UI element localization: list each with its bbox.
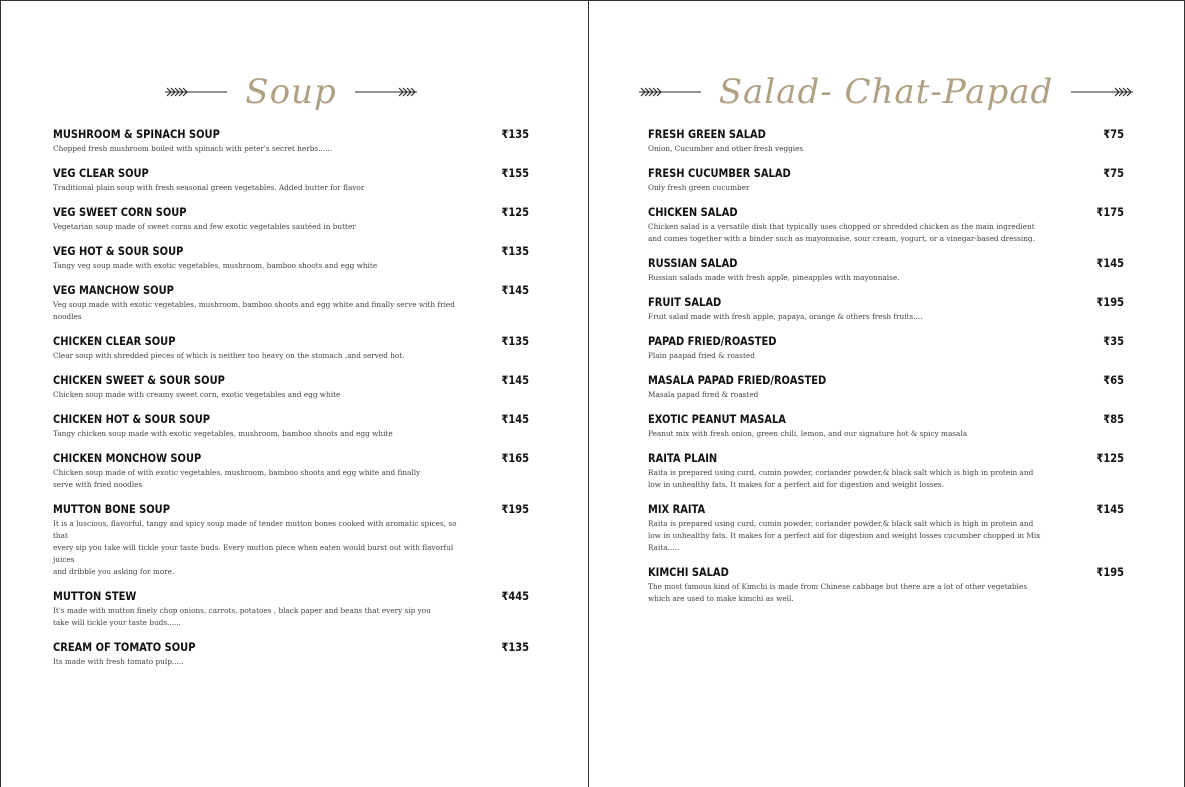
item-name: VEG CLEAR SOUP xyxy=(53,166,149,180)
item-name: CHICKEN CLEAR SOUP xyxy=(53,334,176,348)
item-price: ₹145 xyxy=(1096,256,1124,270)
salad-item-list xyxy=(648,127,1124,616)
item-price: ₹195 xyxy=(501,502,529,516)
item-name: MUTTON STEW xyxy=(53,589,137,603)
menu-item xyxy=(53,412,529,440)
menu-item xyxy=(53,589,529,629)
menu-item xyxy=(648,295,1124,323)
item-name: VEG SWEET CORN SOUP xyxy=(53,205,187,219)
menu-item xyxy=(648,565,1124,605)
item-description: Veg soup made with exotic vegetables, mushroom, bamboo shoots and egg white and finally serve with fried noodles xyxy=(53,300,455,321)
item-name: KIMCHI SALAD xyxy=(648,565,729,579)
item-name: CHICKEN SALAD xyxy=(648,205,738,219)
item-description: Clear soup with shredded pieces of which is neither too heavy on the stomach ,and served hot. xyxy=(53,351,405,360)
item-name: CREAM OF TOMATO SOUP xyxy=(53,640,196,654)
item-name: VEG HOT & SOUR SOUP xyxy=(53,244,184,258)
item-name: RAITA PLAIN xyxy=(648,451,718,465)
item-name: CHICKEN SWEET & SOUR SOUP xyxy=(53,373,225,387)
item-price: ₹65 xyxy=(1103,373,1124,387)
item-description: Chopped fresh mushroom boiled with spinach with peter's secret herbs...... xyxy=(53,144,333,153)
item-price: ₹195 xyxy=(1096,295,1124,309)
menu-item xyxy=(53,451,529,491)
item-description: Chicken soup made with creamy sweet corn, exotic vegetables and egg white xyxy=(53,390,341,399)
item-price: ₹135 xyxy=(501,334,529,348)
item-price: ₹135 xyxy=(501,244,529,258)
item-price: ₹125 xyxy=(501,205,529,219)
item-description: Tangy veg soup made with exotic vegetables, mushroom, bamboo shoots and egg white xyxy=(53,261,378,270)
salad-title: Salad- Chat-Papad xyxy=(718,72,1054,112)
item-price: ₹145 xyxy=(1096,502,1124,516)
item-name: PAPAD FRIED/ROASTED xyxy=(648,334,777,348)
item-name: MASALA PAPAD FRIED/ROASTED xyxy=(648,373,827,387)
item-description: Raita is prepared using curd, cumin powder, coriander powder,& black salt which is high in protein and low in unhealthy fats. It makes for a perfect aid for digestion and weight losses cucumber chopped in Mix Raita..... xyxy=(648,519,1041,552)
item-price: ₹135 xyxy=(501,640,529,654)
menu-item xyxy=(648,205,1124,245)
item-name: CHICKEN MONCHOW SOUP xyxy=(53,451,202,465)
item-name: CHICKEN HOT & SOUR SOUP xyxy=(53,412,210,426)
item-name: MUTTON BONE SOUP xyxy=(53,502,170,516)
item-price: ₹135 xyxy=(501,127,529,141)
item-price: ₹35 xyxy=(1103,334,1124,348)
item-description: Peanut mix with fresh onion, green chili, lemon, and our signature hot & spicy masala xyxy=(648,429,968,438)
item-name: VEG MANCHOW SOUP xyxy=(53,283,174,297)
menu-item xyxy=(53,127,529,155)
item-name: FRUIT SALAD xyxy=(648,295,722,309)
item-description: Fruit salad made with fresh apple, papaya, orange & others fresh fruits.... xyxy=(648,312,923,321)
item-name: RUSSIAN SALAD xyxy=(648,256,738,270)
item-price: ₹175 xyxy=(1096,205,1124,219)
soup-item-list xyxy=(53,127,529,679)
item-price: ₹85 xyxy=(1103,412,1124,426)
item-description: The most famous kind of Kimchi is made from Chinese cabbage but there are a lot of other vegetables which are used to make kimchi as well. xyxy=(648,582,1028,603)
item-price: ₹145 xyxy=(501,283,529,297)
item-price: ₹145 xyxy=(501,412,529,426)
item-description: It is a luscious, flavorful, tangy and spicy soup made of tender mutton bones cooked with aromatic spices, so that every sip you take will tickle your taste buds. Every mutton piece when eaten would burst out with flavorful juices and dribble you asking for more. xyxy=(53,519,457,576)
wheat-left-icon xyxy=(639,86,701,98)
page-divider xyxy=(588,0,589,787)
menu-item xyxy=(648,256,1124,284)
salad-heading xyxy=(648,64,1124,120)
salad-page xyxy=(648,0,1124,787)
soup-title: Soup xyxy=(245,72,337,112)
menu-item xyxy=(648,166,1124,194)
item-description: Masala papad fired & roasted xyxy=(648,390,759,399)
menu-item xyxy=(648,334,1124,362)
item-description: Russian salads made with fresh apple, pineapples with mayonnaise. xyxy=(648,273,900,282)
item-description: Its made with fresh tomato pulp..... xyxy=(53,657,184,666)
menu-item xyxy=(648,451,1124,491)
wheat-right-icon xyxy=(355,86,417,98)
item-name: FRESH GREEN SALAD xyxy=(648,127,766,141)
menu-item xyxy=(53,373,529,401)
item-description: Plain paapad fried & roasted xyxy=(648,351,755,360)
soup-page xyxy=(53,0,529,787)
menu-item xyxy=(648,502,1124,554)
menu-item xyxy=(648,127,1124,155)
item-price: ₹145 xyxy=(501,373,529,387)
item-description: It's made with mutton finely chop onions, carrots, potatoes , black paper and beans that every sip you take will tickle your taste buds...... xyxy=(53,606,431,627)
item-price: ₹445 xyxy=(501,589,529,603)
menu-item xyxy=(53,244,529,272)
menu-item xyxy=(53,334,529,362)
menu-item xyxy=(648,412,1124,440)
item-description: Tangy chicken soup made with exotic vegetables, mushroom, bamboo shoots and egg white xyxy=(53,429,393,438)
item-description: Chicken salad is a versatile dish that typically uses chopped or shredded chicken as the main ingredient and comes together with a binder such as mayonnaise, sour cream, yogurt, or a vinegar-based dressing. xyxy=(648,222,1035,243)
item-price: ₹195 xyxy=(1096,565,1124,579)
item-name: MIX RAITA xyxy=(648,502,706,516)
menu-item xyxy=(53,502,529,578)
item-description: Traditional plain soup with fresh seasonal green vegetables. Added butter for flavor xyxy=(53,183,365,192)
item-price: ₹165 xyxy=(501,451,529,465)
item-name: EXOTIC PEANUT MASALA xyxy=(648,412,786,426)
item-name: MUSHROOM & SPINACH SOUP xyxy=(53,127,220,141)
item-price: ₹75 xyxy=(1103,127,1124,141)
item-description: Only fresh green cucumber xyxy=(648,183,750,192)
item-description: Onion, Cucumber and other fresh veggies xyxy=(648,144,804,153)
item-description: Chicken soup made of with exotic vegetables, mushroom, bamboo shoots and egg white and finally serve with fried noodles xyxy=(53,468,421,489)
menu-item xyxy=(53,166,529,194)
item-price: ₹75 xyxy=(1103,166,1124,180)
wheat-right-icon xyxy=(1071,86,1133,98)
item-price: ₹155 xyxy=(501,166,529,180)
soup-heading xyxy=(53,64,529,120)
menu-item xyxy=(648,373,1124,401)
item-description: Raita is prepared using curd, cumin powder, coriander powder,& black salt which is high in protein and low in unhealthy fats. It makes for a perfect aid for digestion and weight losses. xyxy=(648,468,1034,489)
wheat-left-icon xyxy=(165,86,227,98)
menu-item xyxy=(53,205,529,233)
menu-item xyxy=(53,640,529,668)
menu-item xyxy=(53,283,529,323)
item-price: ₹125 xyxy=(1096,451,1124,465)
item-name: FRESH CUCUMBER SALAD xyxy=(648,166,791,180)
item-description: Vegetarian soup made of sweet corns and few exotic vegetables sautéed in butter xyxy=(53,222,356,231)
